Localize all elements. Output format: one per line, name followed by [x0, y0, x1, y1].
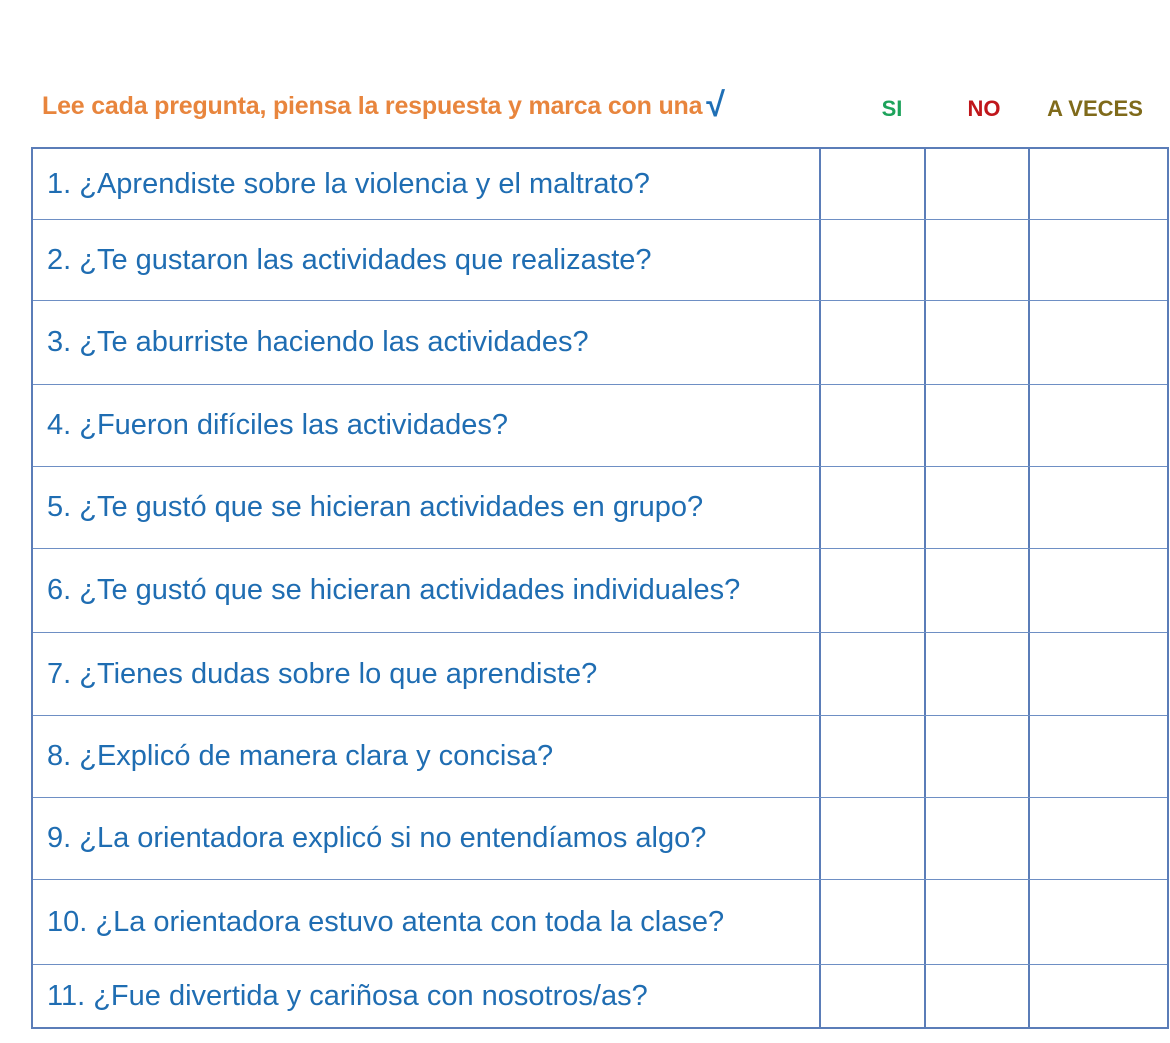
question-row: [33, 149, 1167, 220]
answer-cell-a-veces[interactable]: [1030, 385, 1169, 466]
instruction-label: Lee cada pregunta, piensa la respuesta y marca con una: [42, 92, 703, 120]
answer-cell-no[interactable]: [926, 549, 1028, 632]
answer-cell-si[interactable]: [821, 549, 924, 632]
question-text: 1. ¿Aprendiste sobre la violencia y el maltrato?: [47, 167, 650, 200]
question-row: [33, 880, 1167, 965]
answer-cell-a-veces[interactable]: [1030, 965, 1169, 1027]
answer-cell-si[interactable]: [821, 467, 924, 548]
question-text: 3. ¿Te aburriste haciendo las actividades?: [47, 326, 589, 358]
question-row: [33, 467, 1167, 549]
column-header-si: SI: [881, 96, 903, 121]
answer-cell-no[interactable]: [926, 880, 1028, 964]
answer-cell-no[interactable]: [926, 220, 1028, 300]
answer-cell-a-veces[interactable]: [1030, 149, 1169, 219]
answer-cell-si[interactable]: [821, 149, 924, 219]
answer-cell-si[interactable]: [821, 965, 924, 1027]
answer-cell-no[interactable]: [926, 385, 1028, 466]
column-header-no: NO: [967, 96, 1001, 121]
question-row: [33, 549, 1167, 633]
answer-cell-si[interactable]: [821, 798, 924, 879]
question-text: 6. ¿Te gustó que se hicieran actividades individuales?: [47, 574, 741, 606]
answer-cell-a-veces[interactable]: [1030, 633, 1169, 715]
answer-cell-a-veces[interactable]: [1030, 220, 1169, 300]
answer-cell-no[interactable]: [926, 965, 1028, 1027]
answer-cell-si[interactable]: [821, 301, 924, 384]
instruction-text: [42, 86, 725, 125]
answer-cell-si[interactable]: [821, 220, 924, 300]
question-row: [33, 385, 1167, 467]
answer-cell-a-veces[interactable]: [1030, 880, 1169, 964]
question-row: [33, 716, 1167, 798]
answer-cell-no[interactable]: [926, 633, 1028, 715]
survey-table: [31, 147, 1169, 1029]
answer-cell-si[interactable]: [821, 633, 924, 715]
question-row: [33, 301, 1167, 385]
answer-cell-a-veces[interactable]: [1030, 467, 1169, 548]
question-text: 11. ¿Fue divertida y cariñosa con nosotros/as?: [47, 979, 648, 1012]
answer-cell-no[interactable]: [926, 716, 1028, 797]
checkmark-icon: √: [706, 86, 725, 124]
answer-cell-si[interactable]: [821, 880, 924, 964]
answer-cell-no[interactable]: [926, 301, 1028, 384]
question-row: [33, 798, 1167, 880]
question-row: [33, 220, 1167, 301]
question-text: 4. ¿Fueron difíciles las actividades?: [47, 409, 508, 441]
answer-cell-a-veces[interactable]: [1030, 301, 1169, 384]
answer-cell-a-veces[interactable]: [1030, 798, 1169, 879]
answer-cell-a-veces[interactable]: [1030, 716, 1169, 797]
answer-cell-si[interactable]: [821, 716, 924, 797]
answer-cell-no[interactable]: [926, 467, 1028, 548]
answer-cell-si[interactable]: [821, 385, 924, 466]
question-text: 9. ¿La orientadora explicó si no entendíamos algo?: [47, 822, 707, 854]
question-text: 5. ¿Te gustó que se hicieran actividades en grupo?: [47, 491, 704, 523]
answer-cell-no[interactable]: [926, 149, 1028, 219]
question-text: 8. ¿Explicó de manera clara y concisa?: [47, 740, 554, 772]
question-text: 7. ¿Tienes dudas sobre lo que aprendiste?: [47, 657, 598, 690]
question-text: 10. ¿La orientadora estuvo atenta con toda la clase?: [47, 905, 725, 938]
question-text: 2. ¿Te gustaron las actividades que realizaste?: [47, 243, 652, 276]
question-row: [33, 633, 1167, 716]
answer-cell-a-veces[interactable]: [1030, 549, 1169, 632]
column-header-a-veces: A VECES: [1047, 96, 1143, 121]
answer-cell-no[interactable]: [926, 798, 1028, 879]
question-row: [33, 965, 1167, 1027]
